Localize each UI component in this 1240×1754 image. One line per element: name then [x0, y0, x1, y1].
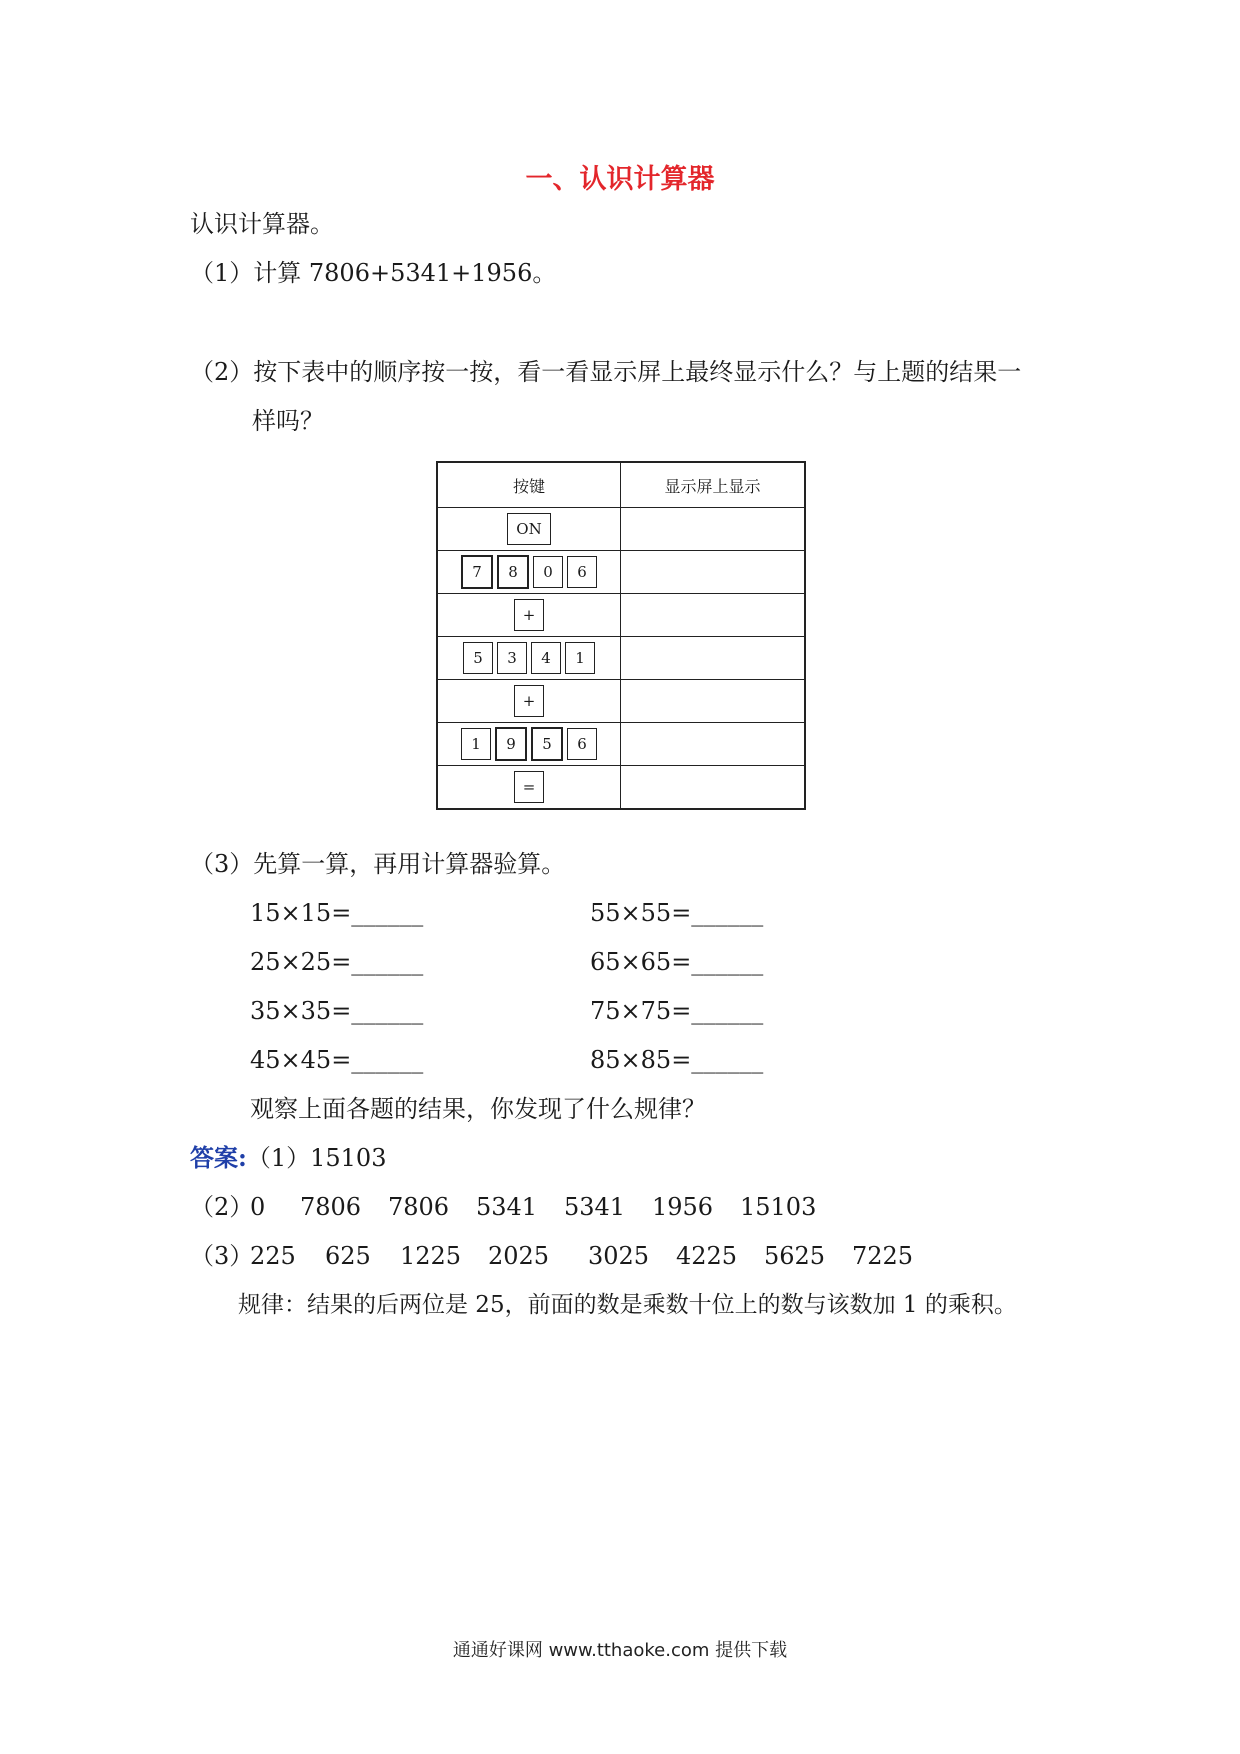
key-cell — [437, 680, 621, 723]
answer-2-value: 1956 — [652, 1193, 714, 1221]
key-cell — [437, 723, 621, 766]
calculator-key: 3 — [497, 642, 527, 674]
table-row — [437, 766, 805, 810]
exercise-right: 85×85=______ — [590, 1046, 764, 1074]
calculator-key: 4 — [531, 642, 561, 674]
answer-2-value: 15103 — [740, 1193, 817, 1221]
exercise-right: 75×75=______ — [590, 997, 764, 1025]
calculator-key: 7 — [461, 555, 493, 589]
footer-text: 通通好课网 www.tthaoke.com 提供下载 — [452, 1640, 788, 1661]
answer-2-value: 5341 — [476, 1193, 538, 1221]
calculator-key: 0 — [533, 556, 563, 588]
table-row — [437, 508, 805, 551]
display-cell — [621, 551, 806, 594]
answer-2-value: 0 — [250, 1193, 266, 1221]
answer-3-value: 3025 — [588, 1242, 650, 1270]
exercise-left: 35×35=______ — [250, 997, 424, 1025]
header-display: 显示屏上显示 — [621, 462, 806, 508]
calculator-key: 8 — [497, 555, 529, 589]
calculator-key: 6 — [567, 556, 597, 588]
answer-2-prefix: （2） — [190, 1193, 254, 1221]
display-cell — [621, 680, 806, 723]
key-sequence-table — [436, 461, 806, 810]
table-row — [437, 594, 805, 637]
answer-3-value: 5625 — [764, 1242, 826, 1270]
table-row — [437, 723, 805, 766]
key-cell — [437, 594, 621, 637]
exercise-left: 45×45=______ — [250, 1046, 424, 1074]
key-cell — [437, 551, 621, 594]
answer-2-value: 7806 — [300, 1193, 362, 1221]
calculator-key: 1 — [461, 728, 491, 760]
answer-2-value: 7806 — [388, 1193, 450, 1221]
observe-question: 观察上面各题的结果，你发现了什么规律？ — [250, 1095, 706, 1123]
exercise-right: 55×55=______ — [590, 899, 764, 927]
question-2-line-2: 样吗？ — [252, 407, 324, 435]
display-cell — [621, 508, 806, 551]
answer-3-value: 4225 — [676, 1242, 738, 1270]
header-keys: 按键 — [437, 462, 621, 508]
answer-1: （1）15103 — [246, 1144, 387, 1172]
question-2-line-1: （2）按下表中的顺序按一按，看一看显示屏上最终显示什么？与上题的结果一 — [190, 358, 1022, 386]
calculator-key: + — [514, 599, 544, 631]
exercise-left: 15×15=______ — [250, 899, 424, 927]
answer-3-value: 7225 — [852, 1242, 914, 1270]
exercise-left: 25×25=______ — [250, 948, 424, 976]
key-cell — [437, 637, 621, 680]
calculator-key: 5 — [463, 642, 493, 674]
answer-3-value: 1225 — [400, 1242, 462, 1270]
display-cell — [621, 594, 806, 637]
answer-2-value: 5341 — [564, 1193, 626, 1221]
page-title: 一、认识计算器 — [525, 164, 715, 195]
calculator-key: 5 — [531, 727, 563, 761]
key-cell — [437, 766, 621, 810]
answer-rule: 规律：结果的后两位是 25，前面的数是乘数十位上的数与该数加 1 的乘积。 — [238, 1292, 1017, 1318]
table-row — [437, 551, 805, 594]
question-1: （1）计算 7806+5341+1956。 — [190, 259, 557, 287]
answer-1-line — [190, 1143, 386, 1173]
answer-label: 答案: — [190, 1143, 247, 1172]
calculator-key: ON — [507, 513, 551, 545]
intro-text: 认识计算器。 — [190, 210, 334, 238]
exercise-right: 65×65=______ — [590, 948, 764, 976]
display-cell — [621, 637, 806, 680]
answer-3-prefix: （3） — [190, 1242, 254, 1270]
calculator-key: = — [514, 771, 544, 803]
calculator-key: + — [514, 685, 544, 717]
calculator-key: 6 — [567, 728, 597, 760]
answer-3-value: 625 — [325, 1242, 371, 1270]
key-cell — [437, 508, 621, 551]
answer-3-value: 225 — [250, 1242, 296, 1270]
calculator-key: 9 — [495, 727, 527, 761]
table-row — [437, 680, 805, 723]
display-cell — [621, 723, 806, 766]
question-3: （3）先算一算，再用计算器验算。 — [190, 850, 566, 878]
table-row — [437, 637, 805, 680]
calculator-key: 1 — [565, 642, 595, 674]
answer-3-value: 2025 — [488, 1242, 550, 1270]
display-cell — [621, 766, 806, 810]
